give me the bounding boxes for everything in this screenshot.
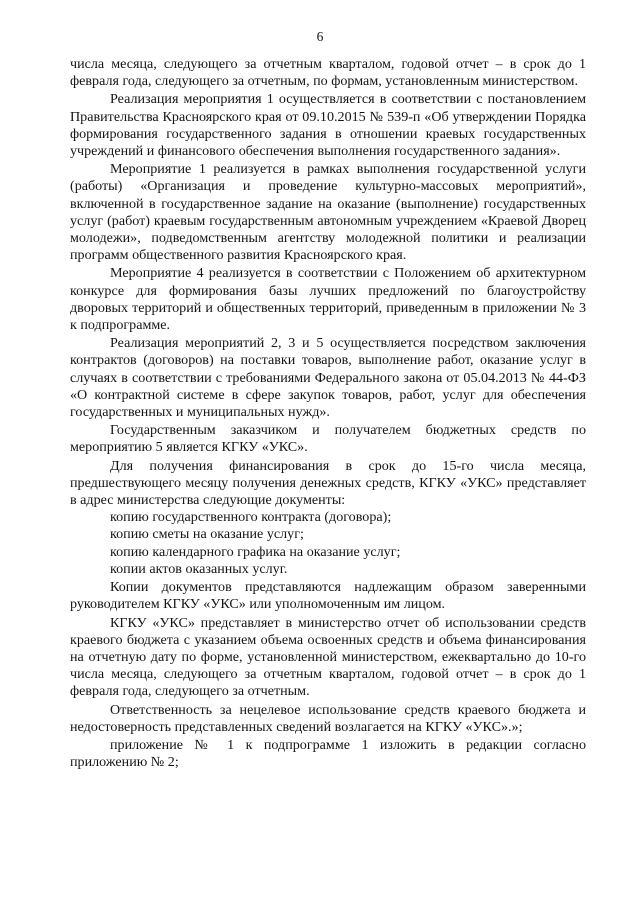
paragraph-measure-1-implementation: Реализация мероприятия 1 осуществляется в соответствии с постановлением Правительства Красноярского края от 09.10.2015 № 539-п «Об утверждении Порядка формирования государственного задания в отношении краевых государственных учреждений и финансового обеспечения выполнения государственного задания». <box>70 91 586 160</box>
list-item: копию сметы на оказание услуг; <box>110 526 304 543</box>
paragraph-copies-certified: Копии документов представляются надлежащим образом заверенными руководителем КГКУ «УКС» или уполномоченным им лицом. <box>70 579 586 613</box>
list-item: копии актов оказанных услуг. <box>110 560 288 577</box>
paragraph-report: КГКУ «УКС» представляет в министерство отчет об использовании средств краевого бюджета с указанием объема освоенных средств и объема финансирования на отчетную дату по форме, установленной министерством, ежеквартально до 10-го числа месяца, следующего за отчетным кварталом, годовой отчет – в срок до 1 февраля года, следующего за отчетным. <box>70 614 586 700</box>
paragraph-measure-1-service: Мероприятие 1 реализуется в рамках выполнения государственной услуги (работы) «Организация и проведение культурно-массовых мероприятий», включенной в государственное задание на оказание (выполнение) государственных услуг (работ) краевым государственным автономным учреждением «Краевой Дворец молодежи», подведомственным агентству молодежной политики и реализации программ общественного развития Красноярского края. <box>70 161 586 264</box>
paragraph-continuation: числа месяца, следующего за отчетным кварталом, годовой отчет – в срок до 1 февраля года, следующего за отчетным, по формам, установленным министерством. <box>70 56 586 90</box>
paragraph-customer: Государственным заказчиком и получателем бюджетных средств по мероприятию 5 является КГКУ «УКС». <box>70 422 586 456</box>
list-item: копию календарного графика на оказание услуг; <box>110 543 401 560</box>
document-body <box>70 56 586 771</box>
list-item: копию государственного контракта (договора); <box>110 509 392 526</box>
paragraph-financing-documents: Для получения финансирования в срок до 15-го числа месяца, предшествующего месяцу получения денежных средств, КГКУ «УКС» представляет в адрес министерства следующие документы: <box>70 457 586 509</box>
paragraph-measure-4: Мероприятие 4 реализуется в соответствии с Положением об архитектурном конкурсе для формирования базы лучших предложений по благоустройству дворовых территорий и общественных территорий, приведенным в приложении № 3 к подпрограмме. <box>70 265 586 334</box>
paragraph-appendix-amendment: приложение № 1 к подпрограмме 1 изложить в редакции согласно приложению № 2; <box>70 736 586 771</box>
page-number: 6 <box>316 29 324 44</box>
paragraph-measures-2-3-5: Реализация мероприятий 2, 3 и 5 осуществляется посредством заключения контрактов (договоров) на поставки товаров, выполнение работ, оказание услуг в случаях в соответствии с требованиями Федерального закона от 05.04.2013 № 44-ФЗ «О контрактной системе в сфере закупок товаров, работ, услуг для обеспечения государственных и муниципальных нужд». <box>70 335 586 421</box>
paragraph-responsibility: Ответственность за нецелевое использование средств краевого бюджета и недостоверность представленных сведений возлагается на КГКУ «УКС».»; <box>70 701 586 735</box>
